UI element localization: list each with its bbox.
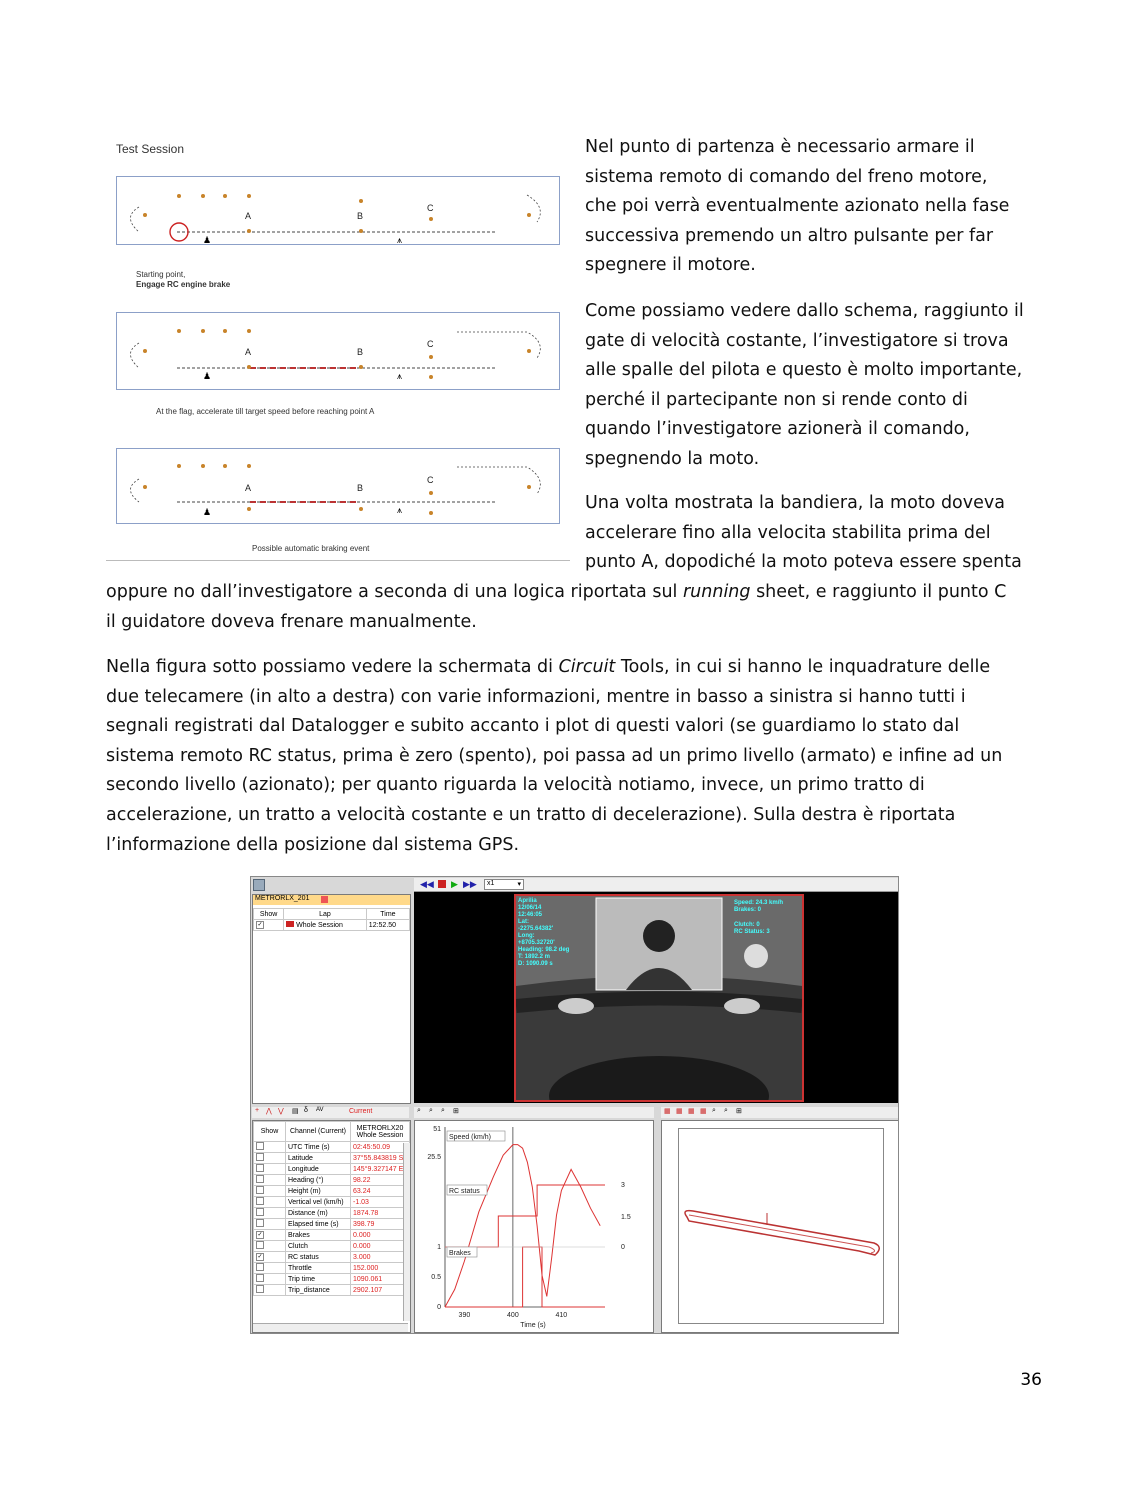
paragraph-4: Nella figura sotto possiamo vedere la schermata di Circuit Tools, in cui si hanno le inquadrature delle due telecamere (in alto a destra) con varie informazioni, mentre in basso a sinistra si hanno tutti i segnali registrati dal Datalogger e subito accanto i plot di questi valori (se guardiamo lo stato dal sistema remoto RC status, prima è zero (spento), poi passa ad un primo livello (armato) e infine ad un secondo livello (azionato); per quanto riguarda la velocità notiamo, invece, un primo tratto di accelerazione, un tratto a velocità costante e un tratto di decelerazione). Sulla destra è riportata l’informazione della posizione dal sistema GPS.: [106, 657, 1003, 855]
y-tick-label: 0: [437, 1304, 441, 1311]
session-color-icon[interactable]: [321, 896, 328, 903]
gate-c-label-3: C: [427, 475, 434, 485]
speed-select[interactable]: x1 ▾: [484, 879, 524, 890]
stop-icon[interactable]: [438, 880, 446, 888]
horizontal-scrollbar[interactable]: [253, 1323, 408, 1332]
track-lines-2: [117, 313, 559, 389]
paragraph-3-bottom: oppure no dall’investigatore a seconda di una logica riportata sul running sheet, e raggiunto il punto C il guidatore doveva frenare manualmente.: [106, 582, 1007, 632]
gate-a-label-3: A: [245, 483, 252, 493]
current-label: Current: [349, 1108, 373, 1115]
channel-value: 398.79: [351, 1219, 410, 1230]
channel-name: Latitude: [286, 1153, 351, 1164]
add-icon[interactable]: +: [255, 1107, 260, 1114]
y-tick-label: 51: [433, 1126, 441, 1133]
channel-row[interactable]: [254, 1175, 410, 1186]
channel-value: 02:45:50.09: [351, 1142, 410, 1153]
channel-name: Trip time: [286, 1274, 351, 1285]
channel-show-checkbox[interactable]: [256, 1175, 264, 1183]
channel-value: 145°9.327147 E: [351, 1164, 410, 1175]
channel-show-checkbox[interactable]: [256, 1241, 264, 1249]
plot-toolbar: [414, 1107, 654, 1118]
rc-label: RC status: [449, 1188, 480, 1195]
rewind-icon[interactable]: ◀◀: [420, 879, 434, 889]
channel-name: Distance (m): [286, 1208, 351, 1219]
y2-tick-label: 3: [621, 1182, 625, 1189]
paragraph-1: Nel punto di partenza è necessario armare il sistema remoto di comando del freno motore, che poi verrà eventualmente azionato nella fase successiva premendo un altro pulsante per far spegnere il motore.: [585, 137, 1010, 276]
delta-icon[interactable]: δ: [304, 1107, 308, 1114]
time-series-plot: [415, 1121, 653, 1332]
gate-c-label: C: [427, 203, 434, 213]
speed-label: Speed (km/h): [449, 1134, 492, 1141]
gate-a-label-2: A: [245, 347, 252, 357]
map-tool2-icon[interactable]: ▦: [676, 1108, 683, 1115]
rider-icon: ♟: [203, 235, 212, 245]
gate-b-label-2: B: [357, 347, 364, 357]
channel-name: Clutch: [286, 1241, 351, 1252]
channel-row[interactable]: [254, 1197, 410, 1208]
rider-icon-3: ♟: [203, 507, 212, 517]
fast-forward-icon[interactable]: ▶▶: [463, 879, 477, 889]
diagram-divider: [106, 560, 570, 561]
circuit-tools-screenshot: [250, 876, 899, 1334]
caption-1b: Engage RC engine brake: [136, 280, 231, 289]
map-fit-icon[interactable]: ⊞: [736, 1108, 742, 1115]
x-tick-label: 390: [458, 1312, 471, 1319]
channel-show-checkbox[interactable]: [256, 1274, 264, 1282]
average-icon[interactable]: AV: [316, 1107, 324, 1113]
caption-3: Possible automatic braking event: [252, 544, 370, 553]
channel-show-checkbox[interactable]: [256, 1263, 264, 1271]
x-axis-label: Time (s): [520, 1322, 546, 1329]
channel-name: Vertical vel (km/h): [286, 1197, 351, 1208]
channel-value: 1874.78: [351, 1208, 410, 1219]
channel-table: Show Channel (Current) METRORLX20 Whole Session UTC Time (s) 02:45:50.09 Latitude 37°55.843819 S Longitude 145°9.327147 E Heading (°) 98.22 Height (m) 63.24 Vertical vel (km/h) -1.03 Distance (m) 1874.78 Elapsed time (s) 398.79 ✓ Brakes 0.000 Clutch 0.000 ✓ RC status 3.000 Throttle 152.000 Trip time 1090.061 Trip_distance 2902.107: [253, 1121, 410, 1296]
channel-value: 1090.061: [351, 1274, 410, 1285]
x-tick-label: 400: [507, 1312, 519, 1319]
channel-value: 152.000: [351, 1263, 410, 1274]
map-tool-icon[interactable]: ▦: [664, 1108, 671, 1115]
map-zoom-icon[interactable]: ⌕: [712, 1107, 716, 1114]
chart-alt-icon[interactable]: ⋁: [278, 1108, 284, 1115]
overlay-right: Speed: 24.3 km/h Brakes: 0 Clutch: 0 RC Status: 3: [734, 900, 784, 935]
channel-row[interactable]: [254, 1208, 410, 1219]
page-number: 36: [1020, 1370, 1042, 1390]
zoom-reset-icon[interactable]: ⌕: [441, 1107, 445, 1114]
y-tick-label: 1: [437, 1244, 441, 1251]
channel-row[interactable]: [254, 1142, 410, 1153]
lap-row[interactable]: ✓ Whole Session 12:52.50: [254, 920, 410, 931]
y2-tick-label: 1.5: [621, 1214, 631, 1221]
caption-2: At the flag, accelerate till target speed before reaching point A: [156, 407, 375, 416]
channel-name: Throttle: [286, 1263, 351, 1274]
chart-icon[interactable]: ⋀: [266, 1108, 272, 1115]
camera-frame: [514, 894, 804, 1102]
track-lines-1: [117, 177, 559, 244]
channel-show-checkbox[interactable]: ✓: [257, 1232, 263, 1238]
track-panel-3: [116, 448, 560, 524]
y2-tick-label: 0: [621, 1244, 625, 1251]
map-tool3-icon[interactable]: ▦: [688, 1108, 695, 1115]
channel-value: 37°55.843819 S: [351, 1153, 410, 1164]
track-panel-2: [116, 312, 560, 390]
tripod-icon: ⩚: [397, 235, 403, 245]
gps-map: [678, 1128, 884, 1324]
brakes-label: Brakes: [449, 1250, 471, 1257]
diagram-title: Test Session: [116, 142, 185, 156]
paragraph-2: Come possiamo vedere dallo schema, raggiunto il gate di velocità costante, l’investigatore si trova alle spalle del pilota e questo è molto importante, perché il partecipante non si rende conto di quando l’investigatore azionerà il comando, spegnendo la moto.: [585, 301, 1024, 469]
channel-row[interactable]: [254, 1164, 410, 1175]
channel-name: Brakes: [286, 1230, 351, 1241]
channel-value: 2902.107: [351, 1285, 410, 1296]
channel-show-checkbox[interactable]: [256, 1142, 264, 1150]
channel-name: Elapsed time (s): [286, 1219, 351, 1230]
overlay-left: Aprilia 12/06/14 12:46:05 Lat: -2275.64382' Long: +8705.32720' Heading: 98.2 deg T: 1892.2 m D: 1090.09 s: [518, 898, 570, 967]
caption-1a: Starting point,: [136, 270, 186, 279]
paragraph-3-top: Una volta mostrata la bandiera, la moto doveva accelerare fino alla velocita stabilita prima del punto A, dopodiché la moto poteva essere spenta: [585, 493, 1022, 573]
gps-panel: [661, 1120, 899, 1333]
gps-track: [679, 1129, 883, 1323]
tripod-icon-3: ⩚: [397, 505, 403, 515]
session-header: METRORLX_201: [253, 895, 410, 905]
channel-show-checkbox[interactable]: [256, 1164, 264, 1172]
channel-value: 3.000: [351, 1252, 410, 1263]
map-tool4-icon[interactable]: ▦: [700, 1108, 707, 1115]
track-panel-1: [116, 176, 560, 245]
zoom-in-icon[interactable]: ⌕: [417, 1107, 421, 1114]
y-tick-label: 0.5: [431, 1274, 441, 1281]
zoom-out-icon[interactable]: ⌕: [429, 1107, 433, 1114]
vertical-scrollbar[interactable]: [403, 1143, 410, 1321]
channel-row[interactable]: [254, 1153, 410, 1164]
channel-toolbar: [252, 1107, 409, 1118]
channel-name: Heading (°): [286, 1175, 351, 1186]
channel-show-checkbox[interactable]: ✓: [257, 1254, 263, 1260]
channel-row[interactable]: [254, 1219, 410, 1230]
playback-toolbar: [414, 878, 899, 892]
map-toolbar: [661, 1107, 899, 1118]
channel-show-checkbox[interactable]: [256, 1153, 264, 1161]
map-zoom2-icon[interactable]: ⌕: [724, 1107, 728, 1114]
channel-row[interactable]: [254, 1274, 410, 1285]
channel-show-checkbox[interactable]: [256, 1186, 264, 1194]
fit-icon[interactable]: ⊞: [453, 1108, 459, 1115]
channel-row[interactable]: [254, 1285, 410, 1296]
channel-name: UTC Time (s): [286, 1142, 351, 1153]
channel-row[interactable]: [254, 1241, 410, 1252]
gate-b-label: B: [357, 211, 364, 221]
channel-panel: [252, 1120, 411, 1333]
channel-row[interactable]: [254, 1186, 410, 1197]
channel-value: 0.000: [351, 1241, 410, 1252]
channel-name: Trip_distance: [286, 1285, 351, 1296]
laps-panel: [252, 894, 411, 1104]
channel-value: -1.03: [351, 1197, 410, 1208]
table-icon[interactable]: ▤: [292, 1108, 299, 1115]
laps-table: Show Lap Time ✓ Whole Session 12:52.50: [253, 908, 410, 931]
channel-name: RC status: [286, 1252, 351, 1263]
app-icon[interactable]: [253, 879, 265, 891]
channel-row[interactable]: [254, 1230, 410, 1241]
gate-b-label-3: B: [357, 483, 364, 493]
play-icon[interactable]: ▶: [451, 879, 458, 889]
x-tick-label: 410: [555, 1312, 568, 1319]
gate-a-label: A: [245, 211, 252, 221]
channel-name: Longitude: [286, 1164, 351, 1175]
channel-show-checkbox[interactable]: [256, 1219, 264, 1227]
plot-panel: [414, 1120, 654, 1333]
channel-row[interactable]: [254, 1263, 410, 1274]
chevron-down-icon: ▾: [517, 881, 521, 888]
channel-value: 98.22: [351, 1175, 410, 1186]
gate-c-label-2: C: [427, 339, 434, 349]
rider-icon-2: ♟: [203, 371, 212, 381]
channel-show-checkbox[interactable]: [256, 1208, 264, 1216]
tripod-icon-2: ⩚: [397, 371, 403, 381]
channel-show-checkbox[interactable]: [256, 1197, 264, 1205]
channel-show-checkbox[interactable]: [256, 1285, 264, 1293]
channel-value: 0.000: [351, 1230, 410, 1241]
channel-name: Height (m): [286, 1186, 351, 1197]
track-lines-3: [117, 449, 559, 523]
channel-row[interactable]: [254, 1252, 410, 1263]
y-tick-label: 25.5: [427, 1154, 441, 1161]
channel-value: 63.24: [351, 1186, 410, 1197]
lap-show-checkbox[interactable]: ✓: [257, 922, 263, 928]
